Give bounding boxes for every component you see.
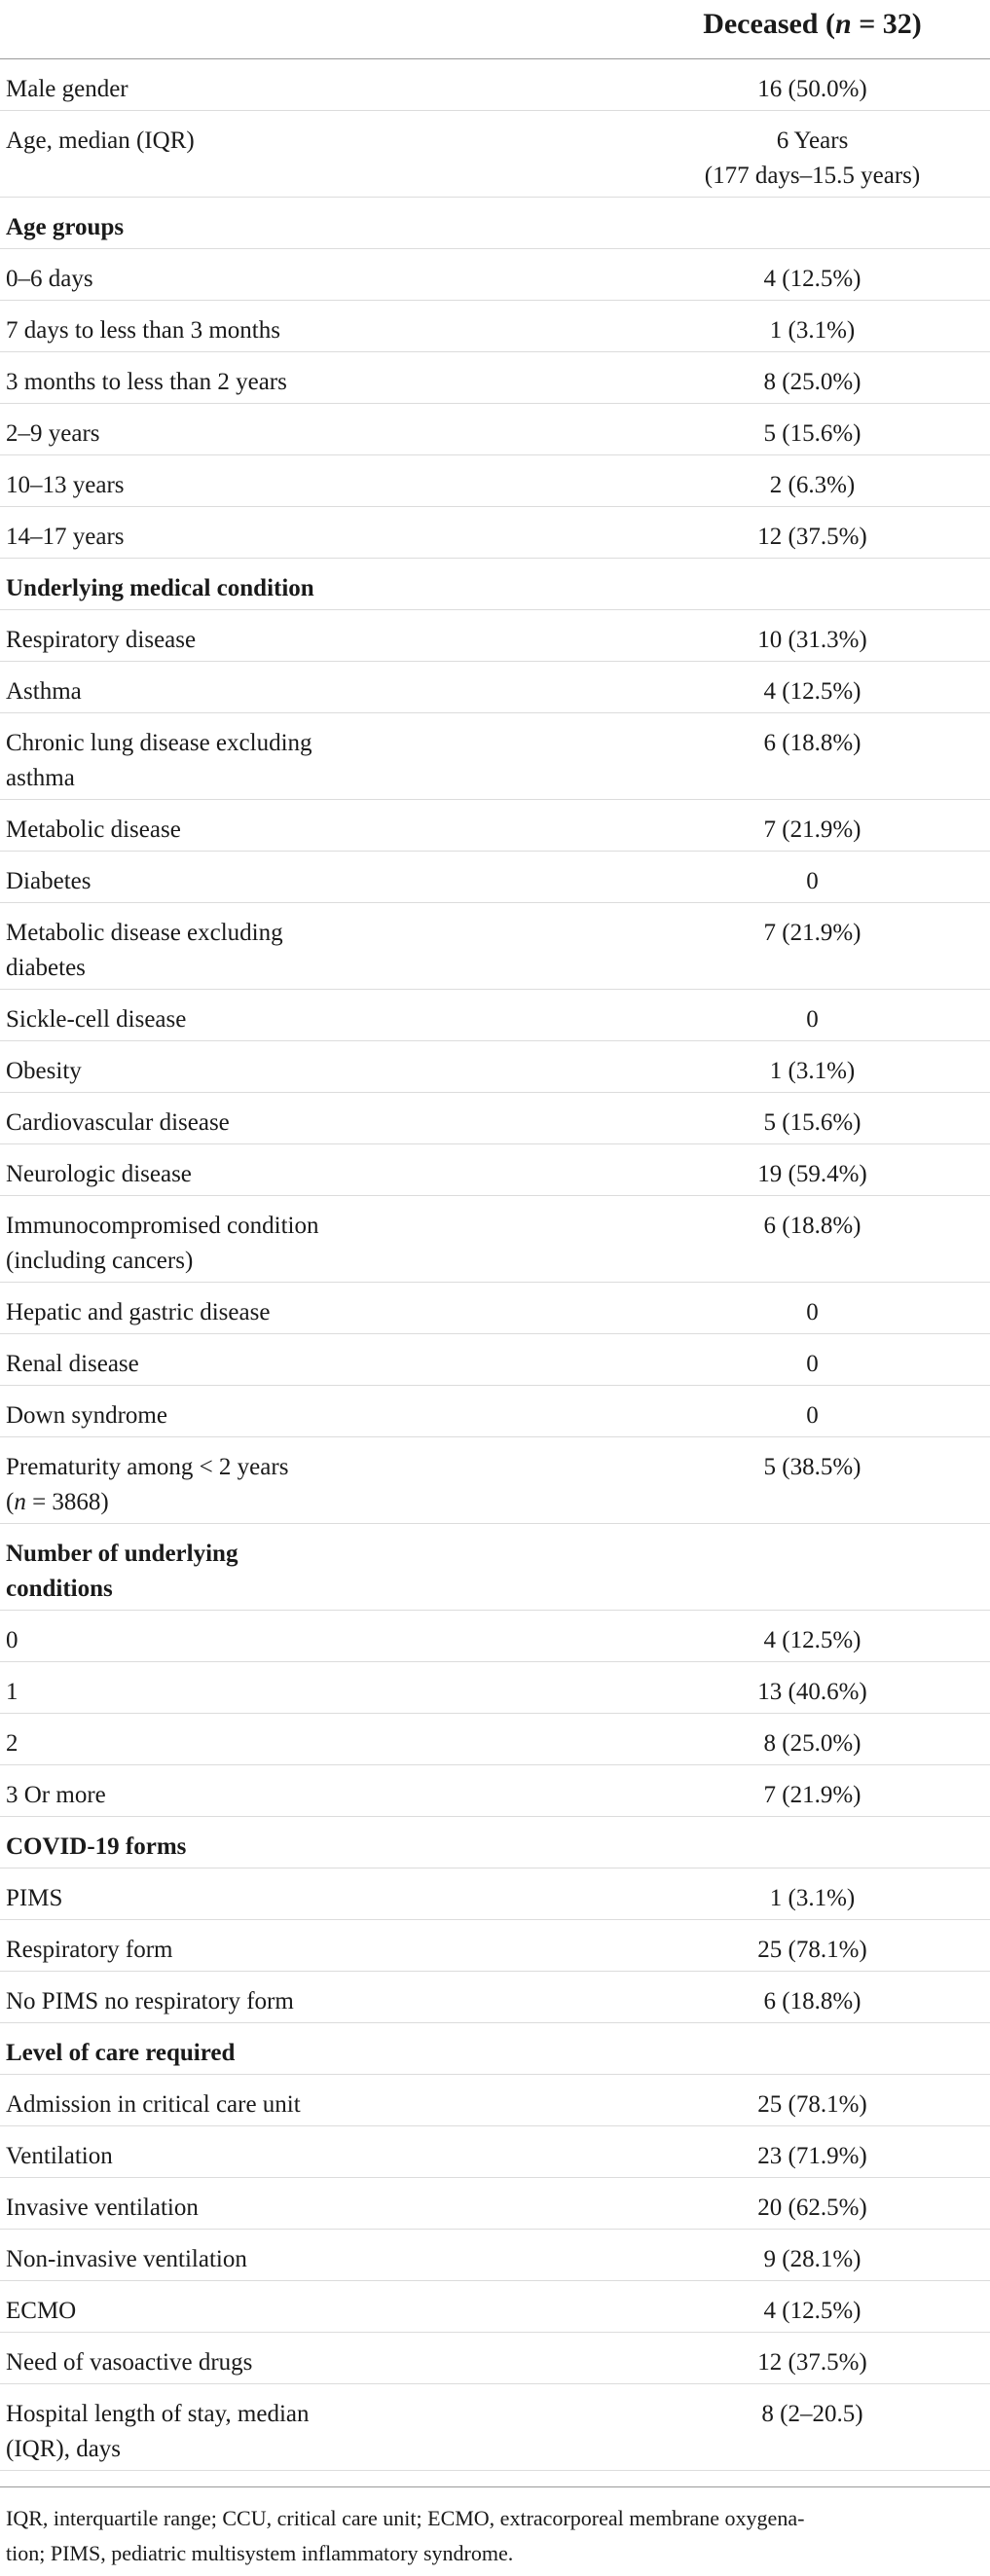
row-label-line-1: Respiratory disease bbox=[6, 627, 197, 653]
row-value-line-1: 0 bbox=[806, 1402, 819, 1429]
table-row bbox=[0, 852, 990, 903]
row-label-line-1: Immunocompromised condition bbox=[6, 1213, 319, 1239]
table-row bbox=[0, 2178, 990, 2230]
table-row bbox=[0, 800, 990, 852]
table-row bbox=[0, 1283, 990, 1334]
section-header-row bbox=[0, 1524, 990, 1611]
row-label-line-1: Age groups bbox=[6, 214, 125, 240]
table-row bbox=[0, 2333, 990, 2384]
row-label-line-2: diabetes bbox=[6, 955, 86, 981]
row-value bbox=[635, 1450, 990, 1485]
row-value bbox=[635, 468, 990, 503]
table-row bbox=[0, 2230, 990, 2281]
section-header-row bbox=[0, 2023, 990, 2075]
table-row bbox=[0, 1334, 990, 1386]
row-value bbox=[635, 1675, 990, 1710]
row-value-line-1: 6 (18.8%) bbox=[763, 730, 862, 756]
row-label bbox=[6, 520, 415, 555]
row-value-line-1: 16 (50.0%) bbox=[757, 76, 867, 102]
row-label bbox=[6, 2191, 415, 2226]
table-row bbox=[0, 610, 990, 662]
row-value bbox=[635, 417, 990, 452]
row-value-line-1: 4 (12.5%) bbox=[763, 1627, 862, 1653]
row-value bbox=[635, 2139, 990, 2174]
row-value bbox=[635, 813, 990, 848]
row-label-line-1: Obesity bbox=[6, 1058, 82, 1084]
row-label-line-1: Ventilation bbox=[6, 2143, 113, 2169]
row-label-line-1: Sickle-cell disease bbox=[6, 1006, 187, 1033]
table-row bbox=[0, 111, 990, 198]
row-label-line-1: Diabetes bbox=[6, 868, 92, 894]
row-value bbox=[635, 262, 990, 297]
table-row bbox=[0, 1714, 990, 1765]
section-header-row bbox=[0, 1817, 990, 1869]
row-label bbox=[6, 1398, 415, 1433]
row-value-line-1: 13 (40.6%) bbox=[757, 1679, 867, 1705]
row-value bbox=[635, 2087, 990, 2122]
row-label-line-1: Admission in critical care unit bbox=[6, 2091, 301, 2118]
row-value-line-1: 0 bbox=[806, 1299, 819, 1325]
row-label-line-1: 2 bbox=[6, 1730, 18, 1757]
table-row bbox=[0, 2075, 990, 2126]
row-label bbox=[6, 2139, 415, 2174]
row-value-line-1: 25 (78.1%) bbox=[757, 2091, 867, 2118]
table-row bbox=[0, 1196, 990, 1283]
row-label-line-1: Cardiovascular disease bbox=[6, 1109, 230, 1136]
row-value-line-1: 0 bbox=[806, 1351, 819, 1377]
table-row bbox=[0, 59, 990, 111]
table-row bbox=[0, 2126, 990, 2178]
row-label-line-1: PIMS bbox=[6, 1885, 63, 1911]
row-label bbox=[6, 864, 415, 899]
row-value-line-1: 5 (38.5%) bbox=[763, 1454, 862, 1480]
row-label bbox=[6, 1295, 415, 1330]
table-row bbox=[0, 301, 990, 352]
row-label bbox=[6, 1450, 415, 1520]
row-value-line-1: 8 (2–20.5) bbox=[761, 2401, 863, 2427]
row-label bbox=[6, 813, 415, 848]
table-row bbox=[0, 352, 990, 404]
row-label-line-1: Prematurity among < 2 years bbox=[6, 1454, 289, 1480]
row-value-line-1: 9 (28.1%) bbox=[763, 2246, 862, 2272]
n-count: = 3868) bbox=[25, 1489, 109, 1515]
row-value bbox=[635, 1106, 990, 1141]
row-value-line-2: (177 days–15.5 years) bbox=[704, 163, 921, 189]
table-row bbox=[0, 249, 990, 301]
row-label-line-1: 3 Or more bbox=[6, 1782, 106, 1808]
table-row bbox=[0, 713, 990, 800]
row-value bbox=[635, 313, 990, 348]
row-label-line-1: 1 bbox=[6, 1679, 18, 1705]
table-row bbox=[0, 1972, 990, 2023]
row-value-line-1: 4 (12.5%) bbox=[763, 678, 862, 705]
row-value bbox=[635, 72, 990, 107]
table-row bbox=[0, 2281, 990, 2333]
row-label bbox=[6, 1106, 415, 1141]
row-label bbox=[6, 1933, 415, 1968]
row-value-line-1: 10 (31.3%) bbox=[757, 627, 867, 653]
row-value bbox=[635, 520, 990, 555]
row-value bbox=[635, 1726, 990, 1761]
row-label bbox=[6, 2345, 415, 2380]
table-row bbox=[0, 990, 990, 1041]
row-value-line-1: 20 (62.5%) bbox=[757, 2195, 867, 2221]
section-header-row bbox=[0, 559, 990, 610]
table-row bbox=[0, 662, 990, 713]
row-value bbox=[635, 1054, 990, 1089]
row-value-line-1: 8 (25.0%) bbox=[763, 369, 862, 395]
row-value-line-1: 5 (15.6%) bbox=[763, 420, 862, 447]
row-label-line-1: Renal disease bbox=[6, 1351, 139, 1377]
row-value bbox=[635, 674, 990, 709]
row-label-line-1: Number of underlying bbox=[6, 1541, 238, 1567]
row-value bbox=[635, 623, 990, 658]
n-symbol: n bbox=[14, 1489, 26, 1515]
table-row bbox=[0, 2384, 990, 2471]
table-row bbox=[0, 455, 990, 507]
row-value bbox=[635, 2397, 990, 2432]
row-value bbox=[635, 1347, 990, 1382]
row-value bbox=[635, 1933, 990, 1968]
row-label-line-1: 7 days to less than 3 months bbox=[6, 317, 280, 344]
row-label bbox=[6, 1002, 415, 1037]
table-row bbox=[0, 1920, 990, 1972]
table-body bbox=[0, 59, 990, 2471]
table-header bbox=[0, 0, 990, 59]
row-label bbox=[6, 417, 415, 452]
row-value-line-1: 0 bbox=[806, 1006, 819, 1033]
row-value-line-1: 1 (3.1%) bbox=[769, 1058, 856, 1084]
row-value bbox=[635, 2242, 990, 2277]
row-label-line-1: Respiratory form bbox=[6, 1937, 173, 1963]
row-label-line-2: (IQR), days bbox=[6, 2436, 122, 2462]
row-label-line-1: 2–9 years bbox=[6, 420, 100, 447]
row-label bbox=[6, 1157, 415, 1192]
row-value-line-1: 23 (71.9%) bbox=[757, 2143, 867, 2169]
table-row bbox=[0, 1662, 990, 1714]
row-value bbox=[635, 2191, 990, 2226]
row-value bbox=[635, 124, 990, 194]
row-label bbox=[6, 571, 415, 606]
row-label bbox=[6, 916, 415, 986]
row-value-line-1: 8 (25.0%) bbox=[763, 1730, 862, 1757]
row-label bbox=[6, 365, 415, 400]
n-symbol: n bbox=[835, 8, 852, 40]
row-value bbox=[635, 1881, 990, 1916]
row-label-line-1: ECMO bbox=[6, 2298, 77, 2324]
deceased-column-header: Deceased (n = 32) bbox=[703, 8, 922, 40]
row-label bbox=[6, 2036, 415, 2071]
row-value bbox=[635, 726, 990, 761]
row-value-line-1: 7 (21.9%) bbox=[763, 816, 862, 843]
row-label-line-1: Neurologic disease bbox=[6, 1161, 192, 1187]
row-label bbox=[6, 124, 415, 159]
row-label bbox=[6, 1623, 415, 1658]
table-row bbox=[0, 404, 990, 455]
row-value-line-1: 6 (18.8%) bbox=[763, 1988, 862, 2014]
row-value-line-1: 4 (12.5%) bbox=[763, 266, 862, 292]
table-row bbox=[0, 1437, 990, 1524]
row-label-line-1: Chronic lung disease excluding bbox=[6, 730, 312, 756]
row-value bbox=[635, 1295, 990, 1330]
row-label-line-1: Hospital length of stay, median bbox=[6, 2401, 310, 2427]
row-label bbox=[6, 1537, 415, 1607]
table-row bbox=[0, 1093, 990, 1144]
row-label bbox=[6, 1778, 415, 1813]
row-label-line-1: Hepatic and gastric disease bbox=[6, 1299, 271, 1325]
table-row bbox=[0, 1386, 990, 1437]
row-label bbox=[6, 1209, 415, 1279]
row-value bbox=[635, 1209, 990, 1244]
row-label bbox=[6, 210, 415, 245]
row-label bbox=[6, 2087, 415, 2122]
table-row bbox=[0, 507, 990, 559]
row-value-line-1: 25 (78.1%) bbox=[757, 1937, 867, 1963]
row-value-line-1: 5 (15.6%) bbox=[763, 1109, 862, 1136]
row-value-line-1: 6 Years bbox=[776, 127, 849, 154]
row-label-line-1: Invasive ventilation bbox=[6, 2195, 199, 2221]
row-label-line-1: No PIMS no respiratory form bbox=[6, 1988, 294, 2014]
row-value-line-1: 7 (21.9%) bbox=[763, 920, 862, 946]
row-value-line-1: 1 (3.1%) bbox=[769, 317, 856, 344]
row-label bbox=[6, 1984, 415, 2019]
row-label bbox=[6, 623, 415, 658]
row-value-line-1: 7 (21.9%) bbox=[763, 1782, 862, 1808]
row-label-line-2: conditions bbox=[6, 1576, 113, 1602]
row-label bbox=[6, 1881, 415, 1916]
footnote-line-1: IQR, interquartile range; CCU, critical care unit; ECMO, extracorporeal membrane oxygena- bbox=[6, 2506, 805, 2530]
footnote-line-2: tion; PIMS, pediatric multisystem inflammatory syndrome. bbox=[6, 2541, 514, 2565]
row-value bbox=[635, 2294, 990, 2329]
row-value bbox=[635, 1157, 990, 1192]
row-value bbox=[635, 1398, 990, 1433]
row-value-line-1: 1 (3.1%) bbox=[769, 1885, 856, 1911]
n-value: = 32) bbox=[859, 8, 922, 40]
row-label-line-1: Underlying medical condition bbox=[6, 575, 314, 601]
row-label bbox=[6, 674, 415, 709]
row-label bbox=[6, 726, 415, 796]
row-label-line-1: Non-invasive ventilation bbox=[6, 2246, 247, 2272]
row-value bbox=[635, 365, 990, 400]
row-value-line-1: 12 (37.5%) bbox=[757, 2349, 867, 2376]
row-value bbox=[635, 864, 990, 899]
row-label-line-1: Age, median (IQR) bbox=[6, 127, 195, 154]
row-label-line-2: asthma bbox=[6, 765, 75, 791]
row-value bbox=[635, 1623, 990, 1658]
row-label bbox=[6, 2397, 415, 2467]
row-value-line-1: 19 (59.4%) bbox=[757, 1161, 867, 1187]
row-label bbox=[6, 1830, 415, 1865]
row-label-line-1: Asthma bbox=[6, 678, 82, 705]
row-label-line-1: Level of care required bbox=[6, 2040, 236, 2066]
row-label-line-1: 0 bbox=[6, 1627, 18, 1653]
table-row bbox=[0, 1144, 990, 1196]
column-label: Deceased bbox=[703, 8, 819, 40]
row-label bbox=[6, 1675, 415, 1710]
table-row bbox=[0, 1869, 990, 1920]
section-header-row bbox=[0, 198, 990, 249]
row-label-line-1: 14–17 years bbox=[6, 524, 125, 550]
row-label bbox=[6, 1726, 415, 1761]
table-footnote bbox=[0, 2486, 990, 2571]
row-label bbox=[6, 468, 415, 503]
row-value-line-1: 6 (18.8%) bbox=[763, 1213, 862, 1239]
row-label bbox=[6, 262, 415, 297]
row-label-line-2: (including cancers) bbox=[6, 1248, 194, 1274]
row-value bbox=[635, 1002, 990, 1037]
row-label-line-1: Metabolic disease bbox=[6, 816, 181, 843]
row-value-line-1: 0 bbox=[806, 868, 819, 894]
table-row bbox=[0, 1611, 990, 1662]
row-value bbox=[635, 1984, 990, 2019]
row-value bbox=[635, 2345, 990, 2380]
row-label-line-1: Metabolic disease excluding bbox=[6, 920, 283, 946]
row-value-line-1: 4 (12.5%) bbox=[763, 2298, 862, 2324]
row-label bbox=[6, 2294, 415, 2329]
row-label-line-1: 3 months to less than 2 years bbox=[6, 369, 287, 395]
row-value-line-1: 2 (6.3%) bbox=[769, 472, 856, 498]
row-label bbox=[6, 313, 415, 348]
row-value-line-1: 12 (37.5%) bbox=[757, 524, 867, 550]
row-label-line-1: Down syndrome bbox=[6, 1402, 167, 1429]
row-label bbox=[6, 2242, 415, 2277]
table-row bbox=[0, 903, 990, 990]
row-label bbox=[6, 1054, 415, 1089]
table-row bbox=[0, 1041, 990, 1093]
row-label-line-1: 0–6 days bbox=[6, 266, 93, 292]
row-label bbox=[6, 1347, 415, 1382]
row-label-line-2: (n = 3868) bbox=[6, 1489, 109, 1515]
table-row bbox=[0, 1765, 990, 1817]
row-label-line-1: COVID-19 forms bbox=[6, 1833, 187, 1860]
row-label-line-1: 10–13 years bbox=[6, 472, 125, 498]
row-value bbox=[635, 916, 990, 951]
row-label-line-1: Need of vasoactive drugs bbox=[6, 2349, 253, 2376]
row-label-line-1: Male gender bbox=[6, 76, 128, 102]
row-value bbox=[635, 1778, 990, 1813]
row-label bbox=[6, 72, 415, 107]
